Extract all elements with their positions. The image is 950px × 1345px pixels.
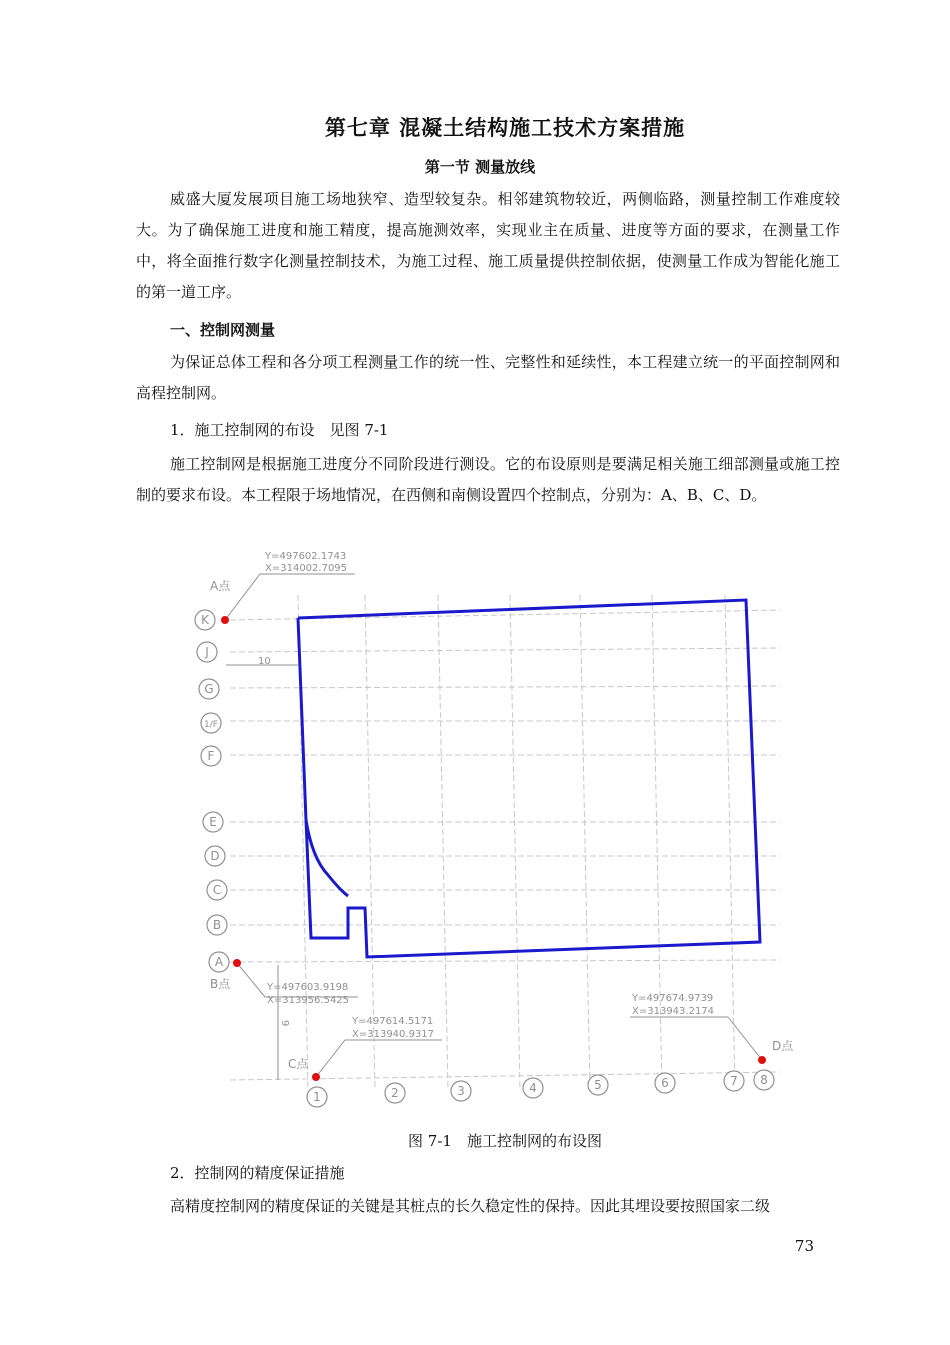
point-a-label: A点	[210, 579, 231, 593]
column-axis-1: 1	[313, 1090, 321, 1104]
control-network-drawing	[180, 540, 800, 1120]
row-axis-d: D	[210, 849, 220, 863]
column-axis-4: 4	[529, 1081, 537, 1095]
point-d-leader	[728, 1017, 762, 1060]
heading-accuracy: 2．控制网的精度保证措施	[170, 1164, 345, 1182]
page-number: 73	[794, 1237, 814, 1255]
row-axis-g: G	[204, 682, 214, 696]
row-axis-j: J	[205, 645, 209, 659]
section-title: 第一节 测量放线	[424, 158, 536, 176]
figure-caption: 图 7-1 施工控制网的布设图	[408, 1132, 602, 1150]
dimension-label-2: 9	[279, 1020, 290, 1027]
heading-network-layout: 1．施工控制网的布设 见图 7-1	[170, 421, 389, 439]
point-c-marker	[312, 1073, 320, 1081]
column-axis-3: 3	[457, 1084, 465, 1098]
row-axis-1f: 1/F	[204, 720, 218, 730]
point-d-y: Y=497674.9739	[632, 993, 714, 1004]
control-network-figure	[180, 540, 800, 1120]
column-axis-5: 5	[594, 1078, 602, 1092]
point-a-marker	[221, 616, 229, 624]
row-axis-b: B	[212, 918, 222, 932]
point-c-leader	[316, 1040, 345, 1077]
row-axis-k: K	[201, 613, 209, 627]
column-axis-7: 7	[730, 1074, 738, 1088]
row-axis-a: A	[214, 955, 224, 969]
point-a-x: X=314002.7095	[265, 563, 348, 574]
paragraph-control-network: 为保证总体工程和各分项工程测量工作的统一性、完整性和延续性，本工程建立统一的平面控制网和高程控制网。	[136, 353, 840, 402]
building-outline	[298, 600, 760, 957]
point-a-leader	[225, 574, 260, 620]
column-axis-2: 2	[391, 1086, 399, 1100]
point-b-label: B点	[210, 977, 231, 991]
paragraph-accuracy: 高精度控制网的精度保证的关键是其桩点的长久稳定性的保持。因此其埋设要按照国家二级	[170, 1197, 771, 1215]
row-axis-f: F	[207, 749, 215, 763]
column-axis-6: 6	[661, 1076, 669, 1090]
point-b-y: Y=497603.9198	[267, 982, 349, 993]
point-d-marker	[758, 1056, 766, 1064]
point-d-label: D点	[772, 1039, 794, 1053]
point-c-y: Y=497614.5171	[352, 1016, 434, 1027]
intro-paragraph: 威盛大厦发展项目施工场地狭窄、造型较复杂。相邻建筑物较近，两侧临路，测量控制工作难度较大。为了确保施工进度和施工精度，提高施测效率，实现业主在质量、进度等方面的要求，在测量工作中，将全面推行数字化测量控制技术，为施工过程、施工质量提供控制依据，使测量工作成为智能化施工的第一道工序。	[136, 190, 840, 301]
point-c-x: X=313940.9317	[352, 1029, 435, 1040]
chapter-title: 第七章 混凝土结构施工技术方案措施	[324, 115, 686, 140]
row-axis-c: C	[212, 883, 222, 897]
point-c-label: C点	[288, 1057, 309, 1071]
column-axis-8: 8	[760, 1073, 768, 1087]
row-axis-e: E	[209, 815, 217, 829]
heading-control-network: 一、控制网测量	[170, 321, 276, 339]
point-a-y: Y=497602.1743	[265, 551, 347, 562]
point-d-x: X=313943.2174	[632, 1006, 715, 1017]
point-b-leader	[237, 963, 265, 997]
point-b-x: X=313956.5425	[267, 995, 350, 1006]
dimension-label: 10	[258, 656, 271, 667]
point-b-marker	[233, 959, 241, 967]
paragraph-network-layout: 施工控制网是根据施工进度分不同阶段进行测设。它的布设原则是要满足相关施工细部测量或施工控制的要求布设。本工程限于场地情况，在西侧和南侧设置四个控制点，分别为：A、B、C、D。	[136, 455, 840, 504]
